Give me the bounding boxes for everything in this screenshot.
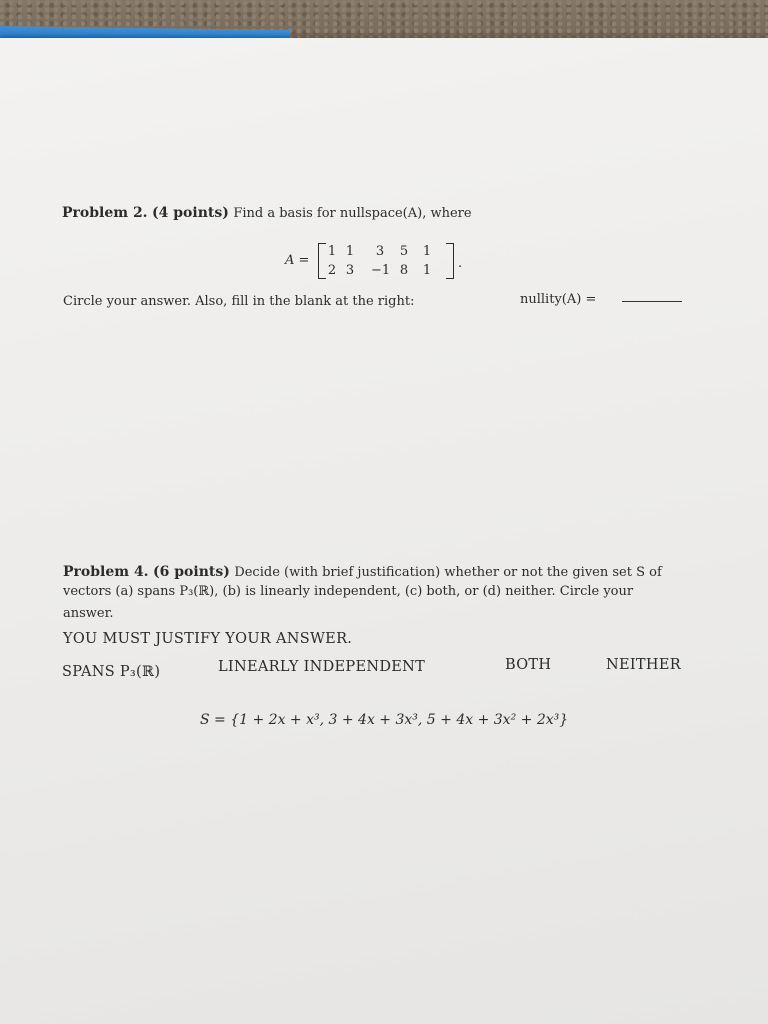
problem4-label: Problem 4.	[63, 564, 149, 580]
option-both: BOTH	[505, 657, 552, 673]
matrix-cell: 5	[399, 244, 409, 259]
matrix-cell: 3	[345, 263, 355, 278]
matrix-cell: 8	[399, 263, 409, 278]
matrix-right-bracket	[446, 243, 454, 279]
problem4-line3: answer.	[63, 606, 114, 621]
option-neither: NEITHER	[606, 657, 681, 673]
matrix-cell: 2	[327, 263, 337, 278]
problem2-instruction: Circle your answer. Also, fill in the blank at the right:	[63, 294, 415, 309]
option-linearly-independent: LINEARLY INDEPENDENT	[218, 659, 426, 675]
problem2-text: Find a basis for nullspace(A), where	[233, 206, 472, 221]
set-S-expression: S = {1 + 2x + x³, 3 + 4x + 3x³, 5 + 4x + 3x² + 2x³}	[200, 712, 569, 728]
matrix-cell: 1	[422, 244, 432, 259]
nullity-blank	[622, 301, 682, 302]
worksheet-paper	[0, 38, 768, 1024]
matrix-cell: 1	[422, 263, 432, 278]
nullity-label: nullity(A) =	[520, 292, 597, 307]
matrix-cell: 1	[345, 244, 355, 259]
option-spans: SPANS P₃(ℝ)	[62, 664, 161, 680]
problem4-heading	[63, 564, 662, 580]
problem2-label: Problem 2.	[62, 205, 148, 221]
matrix-period: .	[458, 256, 463, 271]
problem4-line2: vectors (a) spans P₃(ℝ), (b) is linearly independent, (c) both, or (d) neither. Circle your	[63, 584, 634, 599]
matrix-cell: 1	[327, 244, 337, 259]
matrix-lhs: A =	[285, 253, 310, 268]
problem2-points: (4 points)	[152, 205, 229, 221]
matrix-cell: −1	[371, 263, 391, 278]
problem4-line1: Decide (with brief justification) whether or not the given set S of	[234, 565, 662, 580]
justify-instruction: YOU MUST JUSTIFY YOUR ANSWER.	[63, 631, 353, 647]
matrix-cell: 3	[375, 244, 385, 259]
problem4-points: (6 points)	[153, 564, 230, 580]
problem2-heading	[62, 205, 472, 221]
